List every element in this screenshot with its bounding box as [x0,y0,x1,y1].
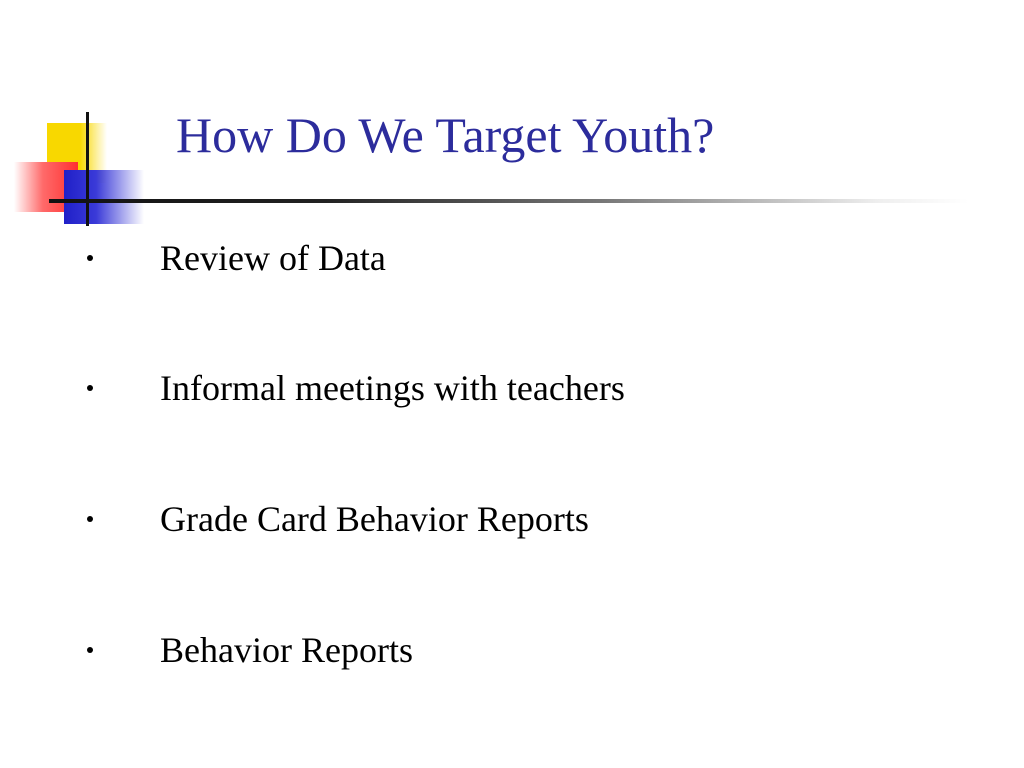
list-item-text: Review of Data [160,238,386,278]
vertical-rule [86,112,89,226]
blue-square [64,170,144,224]
list-item-text: Grade Card Behavior Reports [160,499,589,539]
bullet-icon [87,516,93,522]
list-item-text: Informal meetings with teachers [160,368,625,408]
slide-title: How Do We Target Youth? [176,107,715,163]
list-item [0,363,900,413]
list-item-text: Behavior Reports [160,630,413,670]
title-underline-rule [49,199,969,203]
bullet-icon [87,647,93,653]
list-item [0,494,900,544]
bullet-icon [87,385,93,391]
bullet-icon [87,255,93,261]
list-item [0,233,900,283]
list-item [0,625,900,675]
